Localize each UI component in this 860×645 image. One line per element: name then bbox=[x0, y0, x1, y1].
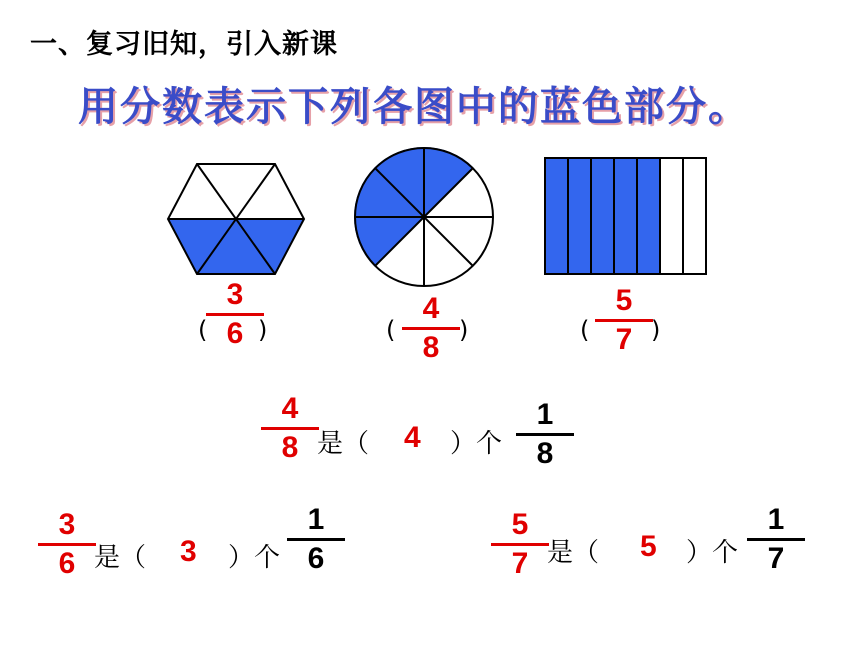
statement-3-count: 5 bbox=[640, 530, 657, 563]
fraction-denominator: 8 bbox=[281, 431, 299, 464]
fraction-bar bbox=[595, 319, 653, 322]
unit-denominator: 6 bbox=[307, 542, 325, 575]
fraction-denominator: 6 bbox=[58, 547, 76, 580]
fraction-bar bbox=[287, 538, 345, 541]
statement-3-fraction bbox=[491, 510, 549, 579]
statement-2-shi: 是（ bbox=[94, 543, 147, 573]
paren-close: ) bbox=[651, 316, 661, 344]
unit-numerator: 1 bbox=[767, 503, 785, 536]
statement-2-count: 3 bbox=[180, 535, 197, 568]
statement-3-ge: ）个 bbox=[686, 538, 739, 568]
unit-numerator: 1 bbox=[307, 503, 325, 536]
fraction-bar bbox=[747, 538, 805, 541]
fraction-denominator: 7 bbox=[511, 547, 529, 580]
instruction-title: 用分数表示下列各图中的蓝色部分。 bbox=[78, 84, 750, 130]
statement-1-ge: ）个 bbox=[450, 429, 503, 459]
paren-close: ) bbox=[258, 316, 268, 344]
statement-1-fraction bbox=[261, 394, 319, 463]
rectangle-answer bbox=[595, 286, 653, 355]
statement-1-unit-fraction bbox=[516, 400, 574, 469]
fraction-bar bbox=[402, 327, 460, 330]
fraction-bar bbox=[516, 433, 574, 436]
fraction-bar bbox=[38, 543, 96, 546]
hexagon-figure bbox=[168, 163, 304, 275]
paren-open: ( bbox=[386, 316, 396, 344]
rectangle-answer-numerator: 5 bbox=[615, 284, 633, 317]
paren-open: ( bbox=[580, 316, 590, 344]
unit-denominator: 8 bbox=[536, 437, 554, 470]
circle-figure bbox=[354, 147, 494, 287]
fraction-numerator: 3 bbox=[58, 508, 76, 541]
unit-numerator: 1 bbox=[536, 398, 554, 431]
hexagon-answer-numerator: 3 bbox=[226, 278, 244, 311]
hexagon-shaded-bottom bbox=[168, 219, 304, 274]
statement-2-fraction bbox=[38, 510, 96, 579]
statement-1-shi: 是（ bbox=[317, 429, 370, 459]
fraction-bar bbox=[206, 313, 264, 316]
paren-open: ( bbox=[198, 316, 208, 344]
statement-2-unit-fraction bbox=[287, 505, 345, 574]
unit-denominator: 7 bbox=[767, 542, 785, 575]
hexagon-answer-denominator: 6 bbox=[226, 317, 244, 350]
circle-answer-numerator: 4 bbox=[422, 292, 440, 325]
section-heading: 一、复习旧知，引入新课 bbox=[30, 29, 338, 60]
rectangle-figure bbox=[545, 158, 707, 275]
fraction-numerator: 5 bbox=[511, 508, 529, 541]
rectangle-answer-denominator: 7 bbox=[615, 323, 633, 356]
hexagon-answer bbox=[206, 280, 264, 349]
statement-2-ge: ）个 bbox=[228, 543, 281, 573]
fraction-bar bbox=[491, 543, 549, 546]
fraction-numerator: 4 bbox=[281, 392, 299, 425]
statement-3-unit-fraction bbox=[747, 505, 805, 574]
fraction-bar bbox=[261, 427, 319, 430]
paren-close: ) bbox=[459, 316, 469, 344]
circle-answer bbox=[402, 294, 460, 363]
circle-answer-denominator: 8 bbox=[422, 331, 440, 364]
statement-1-count: 4 bbox=[404, 421, 421, 454]
statement-3-shi: 是（ bbox=[547, 538, 600, 568]
